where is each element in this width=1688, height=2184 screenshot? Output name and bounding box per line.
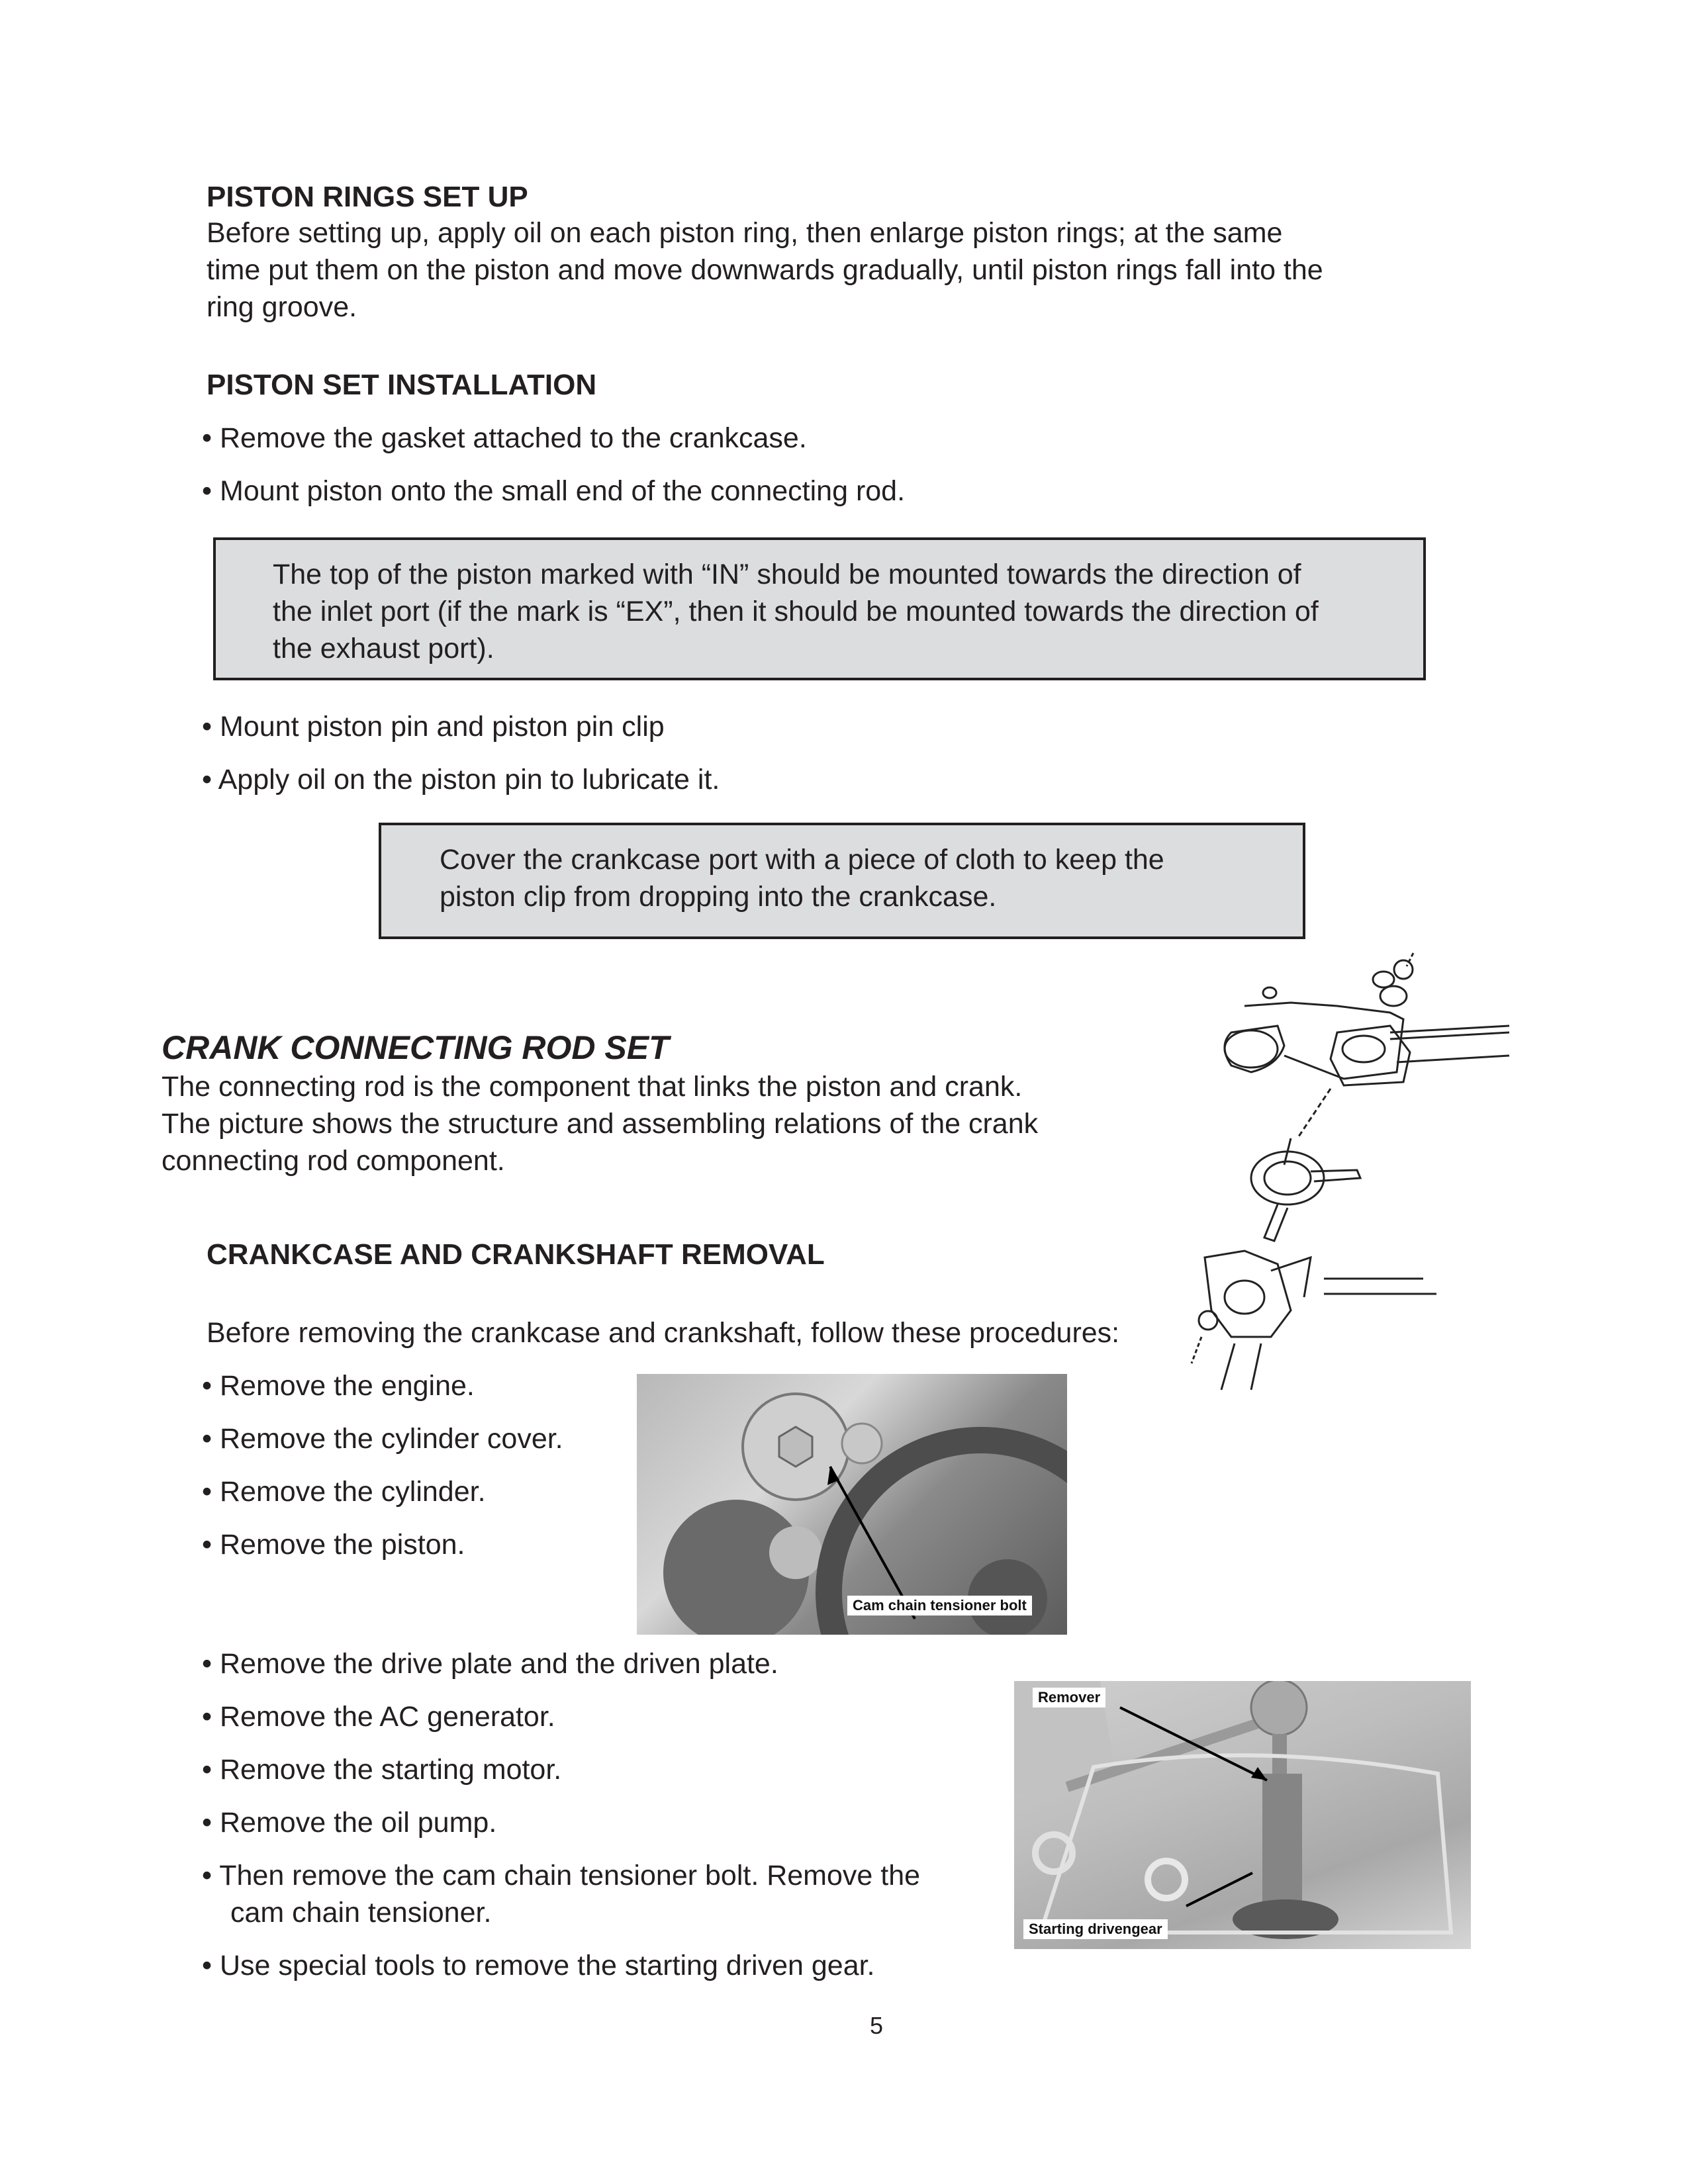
note-line: the inlet port (if the mark is “EX”, then it should be mounted towards the direction of: [273, 596, 1319, 627]
paragraph-line: ring groove.: [207, 291, 357, 323]
note-line: the exhaust port).: [273, 633, 494, 664]
heading-piston-rings: PISTON RINGS SET UP: [207, 181, 528, 213]
bullet-item: • Then remove the cam chain tensioner bolt. Remove the: [202, 1860, 921, 1891]
bullet-item: • Remove the piston.: [202, 1529, 465, 1561]
page-number: 5: [870, 2012, 884, 2039]
paragraph-line: time put them on the piston and move downwards gradually, until piston rings fall into the: [207, 254, 1323, 286]
bullet-item: • Mount piston onto the small end of the connecting rod.: [202, 475, 906, 507]
photo-starting-driven-gear: [1014, 1681, 1471, 1949]
paragraph-line: Before setting up, apply oil on each piston ring, then enlarge piston rings; at the same: [207, 217, 1283, 249]
paragraph-line: The picture shows the structure and assembling relations of the crank: [162, 1108, 1039, 1140]
piston-rings-paragraph: [207, 214, 1323, 326]
paragraph-line: The connecting rod is the component that links the piston and crank.: [162, 1071, 1023, 1103]
bullet-item: • Remove the AC generator.: [202, 1701, 555, 1733]
note-line: piston clip from dropping into the crankcase.: [440, 881, 997, 913]
photo-cam-chain-tensioner: [637, 1374, 1067, 1635]
bullet-item: • Remove the oil pump.: [202, 1807, 497, 1839]
bullet-item-continuation: cam chain tensioner.: [230, 1897, 492, 1929]
bullet-item: • Apply oil on the piston pin to lubricate it.: [202, 764, 720, 796]
crank-rod-paragraph: [162, 1068, 1038, 1179]
heading-piston-install: PISTON SET INSTALLATION: [207, 369, 597, 401]
heading-crankcase-removal: CRANKCASE AND CRANKSHAFT REMOVAL: [207, 1238, 825, 1271]
bullet-item: • Use special tools to remove the starting driven gear.: [202, 1950, 875, 1981]
note-box-cover-port: [379, 823, 1305, 939]
bullet-item: • Remove the starting motor.: [202, 1754, 562, 1786]
note-box-piston-direction: [213, 537, 1426, 680]
photo-label: Starting drivengear: [1023, 1919, 1168, 1939]
bullet-item: • Remove the gasket attached to the crankcase.: [202, 422, 807, 454]
paragraph-line: connecting rod component.: [162, 1145, 505, 1177]
bullet-item: • Remove the engine.: [202, 1370, 475, 1402]
removal-intro: Before removing the crankcase and crankshaft, follow these procedures:: [207, 1317, 1120, 1349]
bullet-item: • Remove the cylinder.: [202, 1476, 486, 1508]
bullet-item: • Mount piston pin and piston pin clip: [202, 711, 665, 743]
heading-crank-connecting-rod: CRANK CONNECTING ROD SET: [162, 1029, 669, 1066]
bullet-item: • Remove the drive plate and the driven plate.: [202, 1648, 778, 1680]
note-line: Cover the crankcase port with a piece of cloth to keep the: [440, 844, 1164, 876]
photo-label: Remover: [1033, 1688, 1105, 1707]
exploded-crankcase-diagram-icon: [1178, 940, 1549, 1396]
bullet-item: • Remove the cylinder cover.: [202, 1423, 563, 1455]
note-line: The top of the piston marked with “IN” should be mounted towards the direction of: [273, 559, 1301, 590]
photo-label: Cam chain tensioner bolt: [847, 1596, 1032, 1615]
